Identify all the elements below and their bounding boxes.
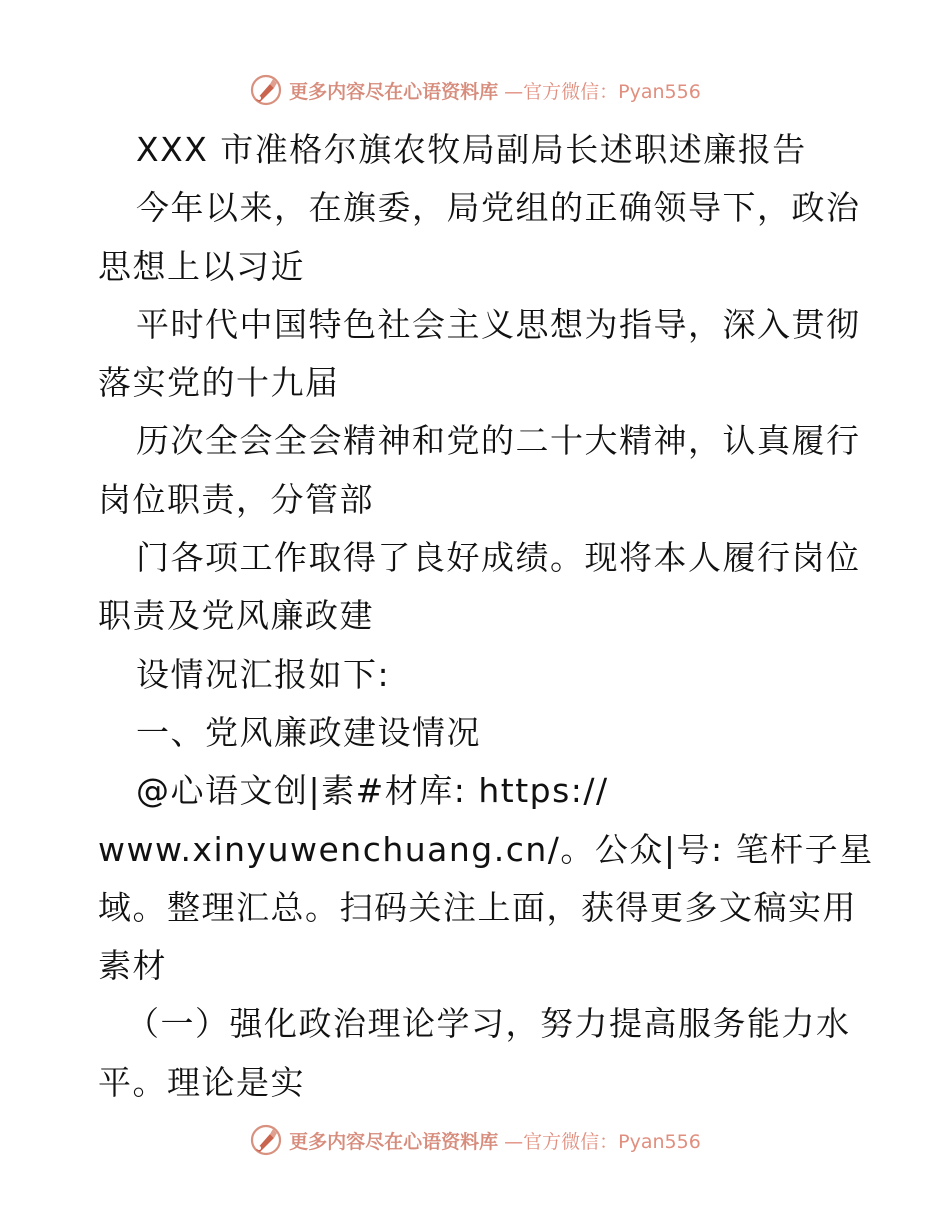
header-watermark xyxy=(0,70,950,110)
paragraph-line: 思想上以习近 xyxy=(98,246,305,286)
promo-line: 素材 xyxy=(98,946,167,986)
pen-logo-icon xyxy=(249,73,283,107)
pen-logo-icon xyxy=(249,1123,283,1157)
footer-watermark xyxy=(0,1120,950,1160)
section-heading: 一、党风廉政建设情况 xyxy=(136,712,481,752)
promo-line: www.xinyuwenchuang.cn/。公众|号: 笔杆子星 xyxy=(98,829,874,869)
watermark-main-text: 更多内容尽在心语资料库 xyxy=(289,1130,499,1153)
paragraph-line: 岗位职责，分管部 xyxy=(98,479,374,519)
paragraph-line: 今年以来，在旗委，局党组的正确领导下，政治 xyxy=(136,188,861,228)
watermark-main-text: 更多内容尽在心语资料库 xyxy=(289,80,499,103)
subsection-heading: （一）强化政治理论学习，努力提高服务能力水 xyxy=(126,1004,851,1044)
watermark-sub-text: —官方微信：Pyan556 xyxy=(504,80,701,103)
paragraph-line: 平。理论是实 xyxy=(98,1062,305,1102)
document-title: XXX 市准格尔旗农牧局副局长述职述廉报告 xyxy=(136,130,807,169)
paragraph-line: 门各项工作取得了良好成绩。现将本人履行岗位 xyxy=(136,538,861,578)
promo-line: 域。整理汇总。扫码关注上面，获得更多文稿实用 xyxy=(98,887,857,927)
promo-line: @心语文创|素#材库: https:// xyxy=(136,771,609,811)
document-body xyxy=(98,121,874,1112)
paragraph-line: 落实党的十九届 xyxy=(98,363,340,403)
paragraph-line: 历次全会全会精神和党的二十大精神，认真履行 xyxy=(136,421,861,461)
watermark-sub-text: —官方微信：Pyan556 xyxy=(504,1130,701,1153)
paragraph-line: 平时代中国特色社会主义思想为指导，深入贯彻 xyxy=(136,304,861,344)
paragraph-line: 职责及党风廉政建 xyxy=(98,596,374,636)
paragraph-line: 设情况汇报如下: xyxy=(136,654,391,694)
